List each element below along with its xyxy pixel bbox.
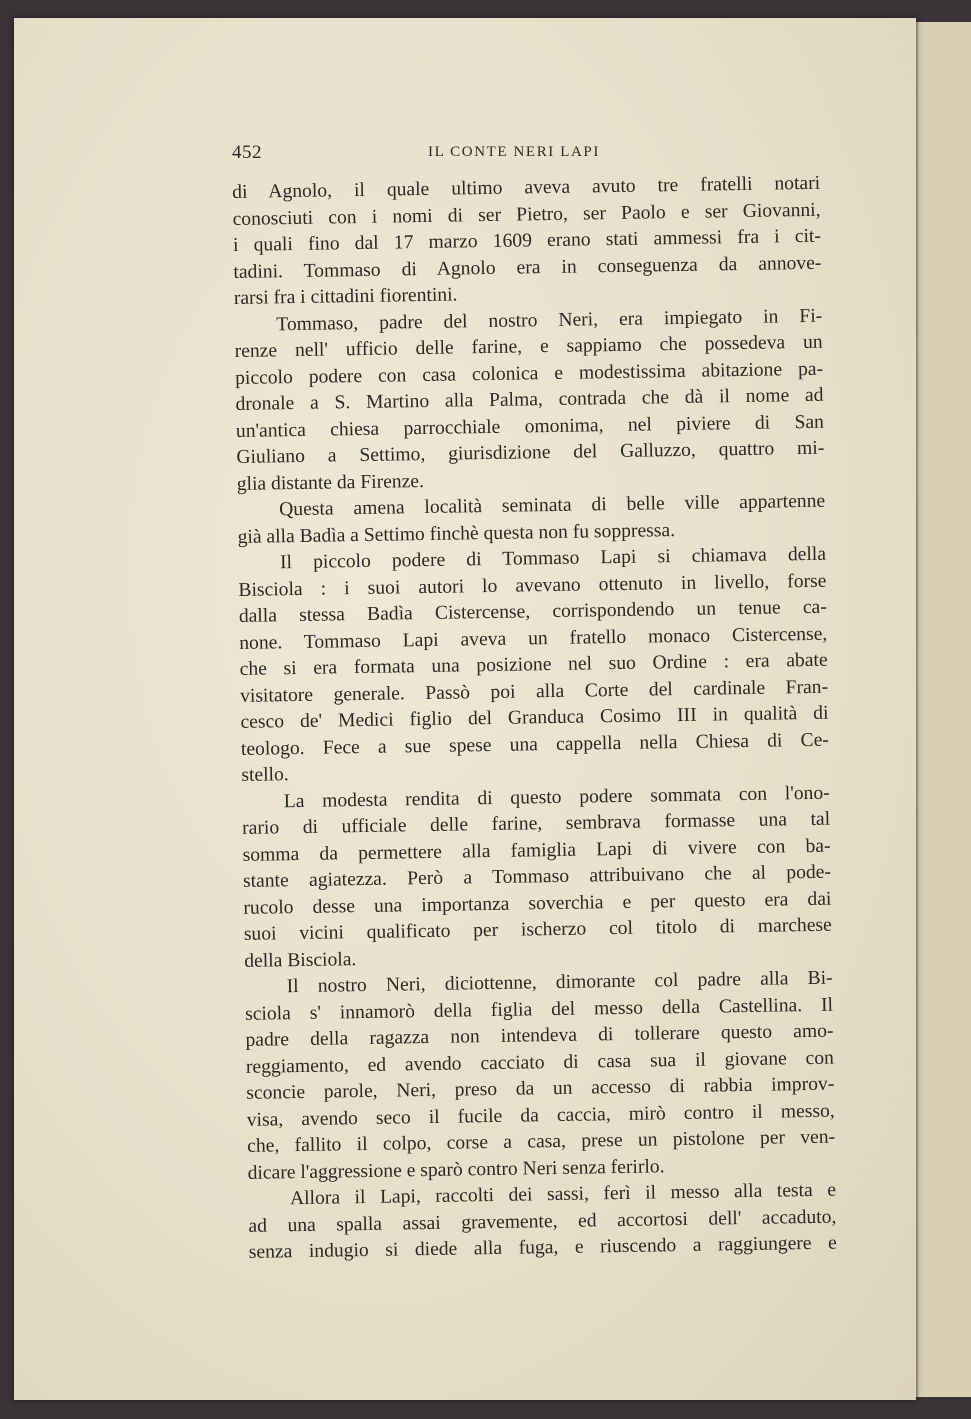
text-line: rario di ufficiale delle farine, sembrava formasse una tal bbox=[242, 808, 831, 839]
text-line: visitatore generale. Passò poi alla Corte del cardinale Fran- bbox=[239, 676, 829, 707]
text-line: dronale a S. Martino alla Palma, contrada che dà il nome ad bbox=[235, 384, 824, 415]
text-line: reggiamento, ed avendo cacciato di casa sua il giovane con bbox=[245, 1047, 835, 1078]
text-line: conosciuti con i nomi di ser Pietro, ser Paolo e ser Giovanni, bbox=[232, 199, 821, 230]
adjacent-page-edge bbox=[916, 22, 971, 1397]
text-line: Allora il Lapi, raccolti dei sassi, ferì il messo alla testa e bbox=[289, 1179, 837, 1210]
text-line: ad una spalla assai gravemente, ed accortosi dell' accaduto, bbox=[248, 1206, 837, 1237]
text-line: dalla stessa Badìa Cistercense, corrispondendo un tenue ca- bbox=[238, 596, 827, 627]
paragraph bbox=[242, 780, 833, 975]
text-line: della Bisciola. bbox=[244, 948, 357, 972]
text-line: i quali fino dal 17 marzo 1609 erano stati ammessi fra i cit- bbox=[232, 225, 822, 256]
text-line: renze nell' ufficio delle farine, e sappiamo che possedeva un bbox=[234, 331, 823, 362]
running-title: IL CONTE NERI LAPI bbox=[428, 144, 600, 160]
text-line: sciola s' innamorò della figlia del messo della Castellina. Il bbox=[244, 994, 834, 1025]
text-line: senza indugio si diede alla fuga, e riuscendo a raggiungere e bbox=[248, 1232, 837, 1263]
text-line: tadini. Tommaso di Agnolo era in conseguenza da annove- bbox=[233, 252, 822, 283]
page-number: 452 bbox=[232, 142, 262, 163]
text-line: di Agnolo, il quale ultimo aveva avuto tre fratelli notari bbox=[232, 172, 821, 203]
text-line: suoi vicini qualificato per ischerzo col titolo di marchese bbox=[243, 914, 832, 945]
text-line: un'antica chiesa parrocchiale omonima, nel piviere di San bbox=[235, 411, 825, 442]
paragraph bbox=[244, 966, 835, 1187]
paragraph bbox=[237, 489, 826, 551]
paragraph bbox=[238, 542, 830, 790]
text-line: dicare l'aggressione e sparò contro Neri senza ferirlo. bbox=[247, 1155, 665, 1184]
paragraph bbox=[232, 171, 822, 313]
text-line: sconcie parole, Neri, preso da un accesso di rabbia improv- bbox=[246, 1073, 835, 1104]
body-text bbox=[232, 171, 837, 1267]
text-line: rarsi fra i cittadini fiorentini. bbox=[233, 284, 458, 309]
text-line: Questa amena località seminata di belle ville appartenne bbox=[279, 490, 826, 521]
text-line: Giuliano a Settimo, giurisdizione del Galluzzo, quattro mi- bbox=[236, 437, 825, 468]
page-header bbox=[232, 142, 812, 166]
text-line: stello. bbox=[241, 764, 289, 786]
text-line: Tommaso, padre del nostro Neri, era impiegato in Fi- bbox=[276, 305, 823, 335]
text-line: già alla Badìa a Settimo finchè questa non fu soppressa. bbox=[237, 519, 676, 548]
text-line: cesco de' Medici figlio del Granduca Cosimo III in qualità di bbox=[240, 702, 829, 733]
text-line: che, fallito il colpo, corse a casa, prese un pistolone per ven- bbox=[247, 1126, 836, 1157]
paragraph bbox=[248, 1178, 837, 1267]
text-line: Bisciola : i suoi autori lo avevano ottenuto in livello, forse bbox=[238, 570, 827, 601]
text-line: somma da permettere alla famiglia Lapi di vivere con ba- bbox=[242, 835, 831, 866]
text-line: piccolo podere con casa colonica e modestissima abitazione pa- bbox=[234, 358, 824, 389]
text-line: Il piccolo podere di Tommaso Lapi si chiamava della bbox=[279, 543, 827, 574]
text-line: stante agiatezza. Però a Tommaso attribuivano che al pode- bbox=[242, 861, 832, 892]
text-line: che si era formata una posizione nel suo Ordine : era abate bbox=[239, 649, 828, 680]
text-line: glia distante da Firenze. bbox=[236, 470, 425, 495]
paragraph bbox=[234, 303, 825, 498]
text-line: none. Tommaso Lapi aveva un fratello monaco Cistercense, bbox=[239, 623, 828, 654]
text-line: La modesta rendita di questo podere sommata con l'ono- bbox=[283, 782, 830, 812]
text-line: padre della ragazza non intendeva di tollerare questo amo- bbox=[245, 1020, 834, 1051]
text-line: Il nostro Neri, diciottenne, dimorante col padre alla Bi- bbox=[286, 967, 833, 998]
text-line: teologo. Fece a sue spese una cappella nella Chiesa di Ce- bbox=[240, 729, 830, 760]
text-line: visa, avendo seco il fucile da caccia, mirò contro il messo, bbox=[246, 1100, 835, 1131]
text-line: rucolo desse una importanza soverchia e per questo era dai bbox=[243, 888, 832, 919]
